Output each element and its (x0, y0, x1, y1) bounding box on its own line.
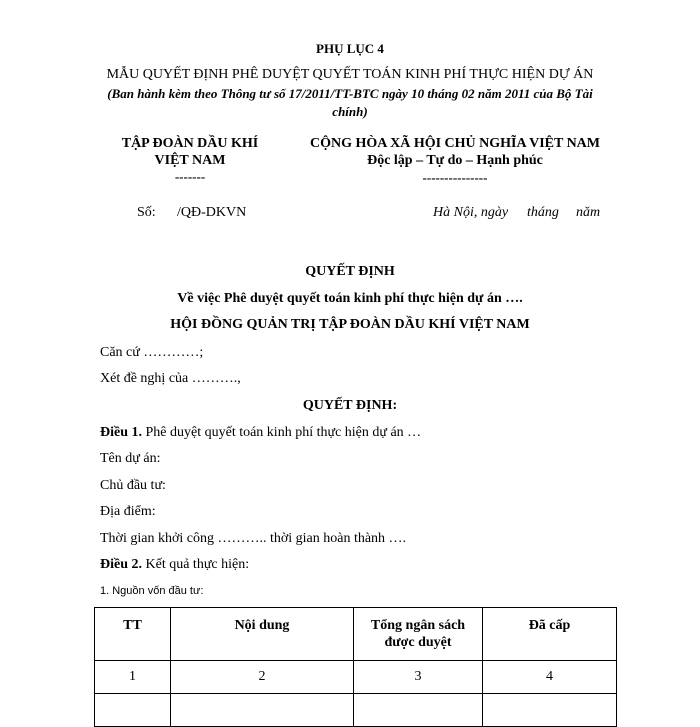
number-label: Số: (137, 205, 156, 220)
left-divider: ------- (174, 169, 206, 184)
decision-subject: Về việc Phê duyệt quyết toán kinh phí thực hiện dự án …. (177, 291, 523, 306)
decision-authority: HỘI ĐỒNG QUẢN TRỊ TẬP ĐOÀN DẦU KHÍ VIỆT NAM (170, 317, 530, 332)
org-name-line1: TẬP ĐOÀN DẦU KHÍ (121, 136, 259, 151)
budget-table (94, 607, 617, 727)
header-allocated: Đã cấp (483, 608, 617, 661)
table-cell: 3 (354, 661, 483, 694)
header-content: Nội dung (171, 608, 354, 661)
location-line: Địa điểm: (100, 504, 156, 519)
proposal-line: Xét đề nghị của ………., (100, 371, 241, 386)
republic-name: CỘNG HÒA XÃ HỘI CHỦ NGHĨA VIỆT NAM (309, 136, 600, 151)
decision-title: QUYẾT ĐỊNH (305, 264, 395, 279)
number-suffix: /QĐ-DKVN (177, 205, 247, 220)
issued-note-line1: (Ban hành kèm theo Thông tư số 17/2011/TT-BTC ngày 10 tháng 02 năm 2011 của Bộ Tài (107, 86, 593, 101)
issued-note-line2: chính) (332, 104, 368, 119)
section1-heading: 1. Nguồn vốn đầu tư: (100, 585, 204, 597)
article2 (100, 557, 249, 573)
decides-heading: QUYẾT ĐỊNH: (302, 398, 398, 413)
project-name-line: Tên dự án: (100, 451, 161, 466)
right-divider: --------------- (422, 170, 488, 185)
table-cell (354, 694, 483, 727)
table-row (95, 694, 617, 727)
article1 (100, 425, 421, 441)
form-title: MẪU QUYẾT ĐỊNH PHÊ DUYỆT QUYẾT TOÁN KINH PHÍ THỰC HIỆN DỰ ÁN (106, 67, 594, 82)
place-date: Hà Nội, ngày (433, 205, 509, 220)
table-cell (483, 694, 617, 727)
appendix-title: PHỤ LỤC 4 (316, 41, 384, 56)
investor-line: Chủ đầu tư: (100, 478, 166, 493)
table-row (95, 661, 617, 694)
table-header-row (95, 608, 617, 661)
table-cell: 1 (95, 661, 171, 694)
article1-label: Điều 1. (100, 425, 142, 440)
header-approved-budget: Tổng ngân sách được duyệt (354, 608, 483, 661)
table-cell (171, 694, 354, 727)
date-year: năm (576, 205, 601, 220)
header-tt: TT (95, 608, 171, 661)
national-motto: Độc lập – Tự do – Hạnh phúc (367, 153, 543, 168)
article1-text: Phê duyệt quyết toán kinh phí thực hiện dự án … (142, 425, 422, 440)
table-cell: 2 (171, 661, 354, 694)
article2-label: Điều 2. (100, 557, 142, 572)
table-cell (95, 694, 171, 727)
table-cell: 4 (483, 661, 617, 694)
date-month: tháng (527, 205, 559, 220)
article2-text: Kết quả thực hiện: (142, 557, 250, 572)
basis-line: Căn cứ …………; (100, 345, 204, 360)
org-name-line2: VIỆT NAM (154, 153, 226, 168)
timeline-line: Thời gian khởi công ……….. thời gian hoàn thành …. (100, 531, 407, 546)
